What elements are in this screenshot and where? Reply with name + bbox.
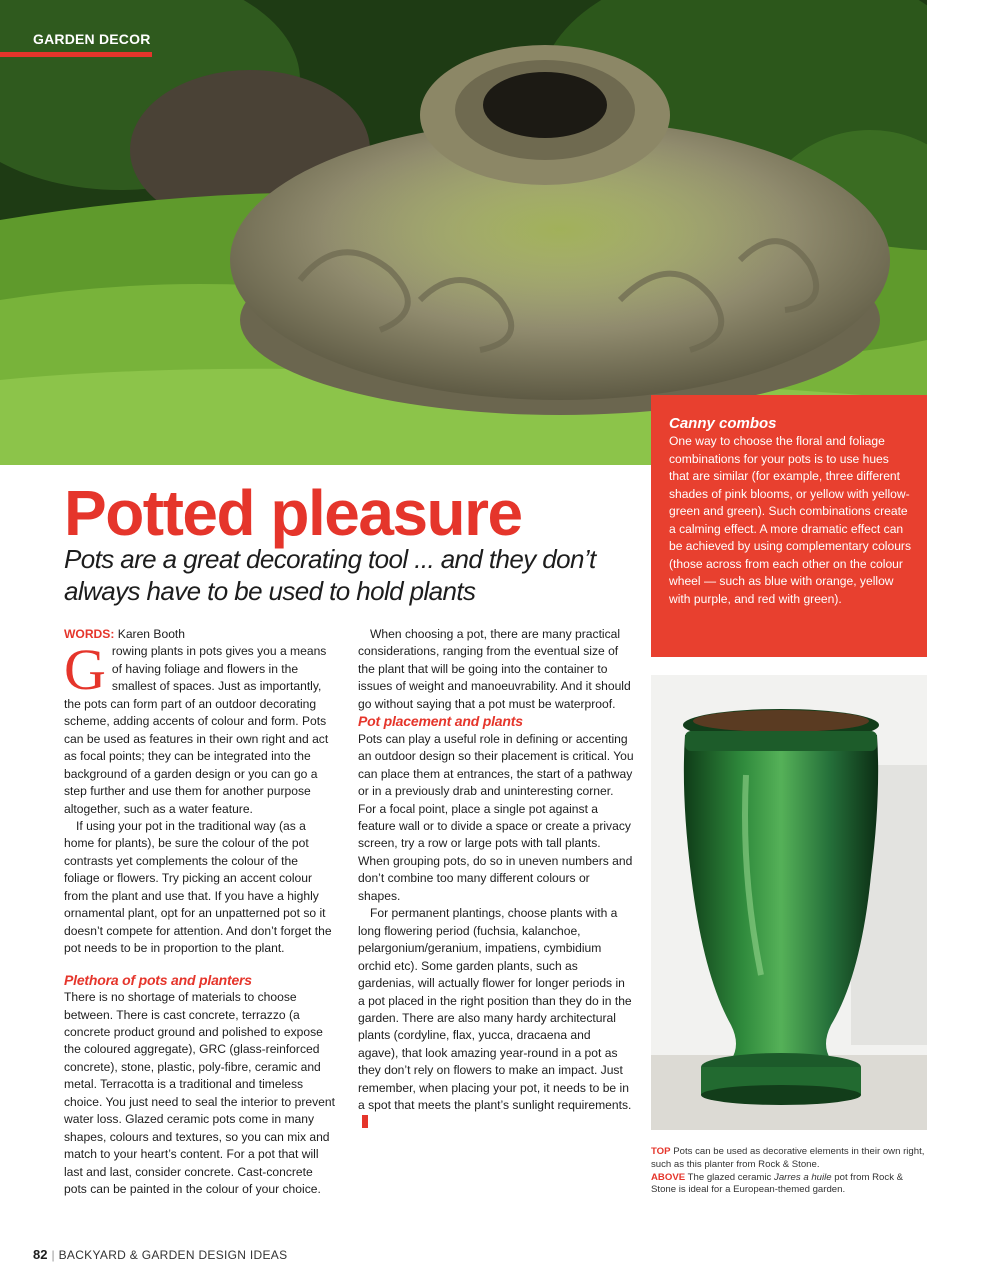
byline-label: WORDS:: [64, 627, 115, 641]
byline: [64, 626, 336, 643]
paragraph-text: rowing plants in pots gives you a means of having foliage and flowers in the smallest of spaces. Just as importantly, the pots can form part of an outdoor decorating scheme, adding accents of colour and form. Pots can be used as features in their own right and act as focal points; they can be integrated into the background of a garden design or you can go a step further and use them for another purpose altogether, such as a water feature.: [64, 644, 329, 816]
caption-above-text-end: pot from Rock & Stone is ideal for a European-themed garden.: [651, 1171, 904, 1196]
sidebar-title: Canny combos: [669, 415, 777, 432]
caption-above-italic: Jarres a huile: [774, 1171, 832, 1183]
subhead: Pot placement and plants: [358, 713, 523, 730]
end-mark: [362, 1115, 368, 1128]
paragraph: When choosing a pot, there are many practical considerations, ranging from the eventual size of the plant that will be going into the container to issues of weight and manoeuvrability. And it should go without saying that a pot must be waterproof.: [358, 627, 631, 711]
caption-top: [651, 1146, 927, 1172]
photo-captions: [651, 1146, 927, 1197]
vase-photo-icon: [651, 675, 927, 1130]
article-column-1: [64, 626, 336, 1199]
paragraph: [358, 905, 634, 1132]
caption-top-label: TOP: [651, 1146, 671, 1157]
page-number: 82: [33, 1247, 48, 1262]
paragraph: If using your pot in the traditional way (as a home for plants), be sure the colour of the pot contrasts yet complements the colour of the foliage or flowers. Try picking an accent colour from the plant and use that. If you have a highly ornamental plant, opt for an unpatterned pot so it doesn’t compete for attention. And don’t forget the pot needs to be in proportion to the plant.: [64, 818, 332, 956]
section-tag-rule: [0, 52, 152, 57]
byline-name: Karen Booth: [117, 627, 186, 641]
drop-cap: G: [64, 637, 106, 703]
folio-separator: |: [51, 1248, 55, 1262]
paragraph: Pots can play a useful role in defining or accenting an outdoor design so their placement is critical. You can place them at entrances, the start of a pathway or in a previously drab and uninteresting corner. For a focal point, place a single pot against a feature wall or to divide a space or create a privacy screen, try a row or large pots with tall plants. When grouping pots, do so in uneven numbers and don’t combine too many different colours or shapes.: [358, 731, 634, 903]
caption-above: [651, 1172, 927, 1198]
caption-top-text: Pots can be used as decorative elements in their own right, such as this planter from Rock & Stone.: [651, 1146, 925, 1170]
sidebar-body: One way to choose the floral and foliage combinations for your pots is to use hues that are similar (for example, three different shades of pink blooms, or yellow with yellow-green and green). Such combinations create a calming effect. A more dramatic effect can be achieved by using complementary colours (those across from each other on the colour wheel — such as blue with orange, yellow with purple, and red with green).: [669, 434, 912, 606]
paragraph: [64, 637, 336, 818]
magazine-name: BACKYARD & GARDEN DESIGN IDEAS: [58, 1248, 288, 1262]
vase-photo: [651, 675, 927, 1130]
sidebar-box: [651, 395, 927, 657]
caption-above-label: ABOVE: [651, 1171, 686, 1183]
paragraph: There is no shortage of materials to choose between. There is cast concrete, terrazzo (a concrete product ground and polished to expose the coloured aggregate), GRC (glass-reinforced concrete), stone, plastic, poly-fibre, ceramic and metal. Terracotta is a traditional and timeless choice. You just need to seal the interior to prevent water loss. Glazed ceramic pots come in many shapes, colours and textures, so you can mix and match to your heart’s content. For a pot that will last and last, consider concrete. Cast-concrete pots can be painted in the colour of your choice.: [64, 990, 335, 1197]
caption-above-text: The glazed ceramic: [687, 1171, 775, 1183]
headline: Potted pleasure: [64, 477, 522, 549]
standfirst: Pots are a great decorating tool ... and they don’t always have to be used to hold plants: [64, 544, 596, 606]
paragraph-text: For permanent plantings, choose plants with a long flowering period (fuchsia, kalanchoe, pelargonium/geranium, impatiens, cymbidium orchid etc). Some garden plants, such as gardenias, will actually flower for longer periods in a pot placed in the right position than they do in the garden. There are also many hardy architectural plants (cordyline, flax, yucca, dracaena and agave), that look amazing year-round in a pot as they don’t rely on flowers to make an impact. Just remember, when placing your pot, it needs to be in a spot that meets the plant’s sunlight requirements.: [358, 906, 632, 1113]
subhead: Plethora of pots and planters: [64, 971, 252, 988]
article-column-2: [358, 626, 634, 1132]
section-tag-label: GARDEN DECOR: [33, 31, 151, 47]
page-folio: [33, 1247, 287, 1262]
section-tag: [0, 28, 152, 58]
